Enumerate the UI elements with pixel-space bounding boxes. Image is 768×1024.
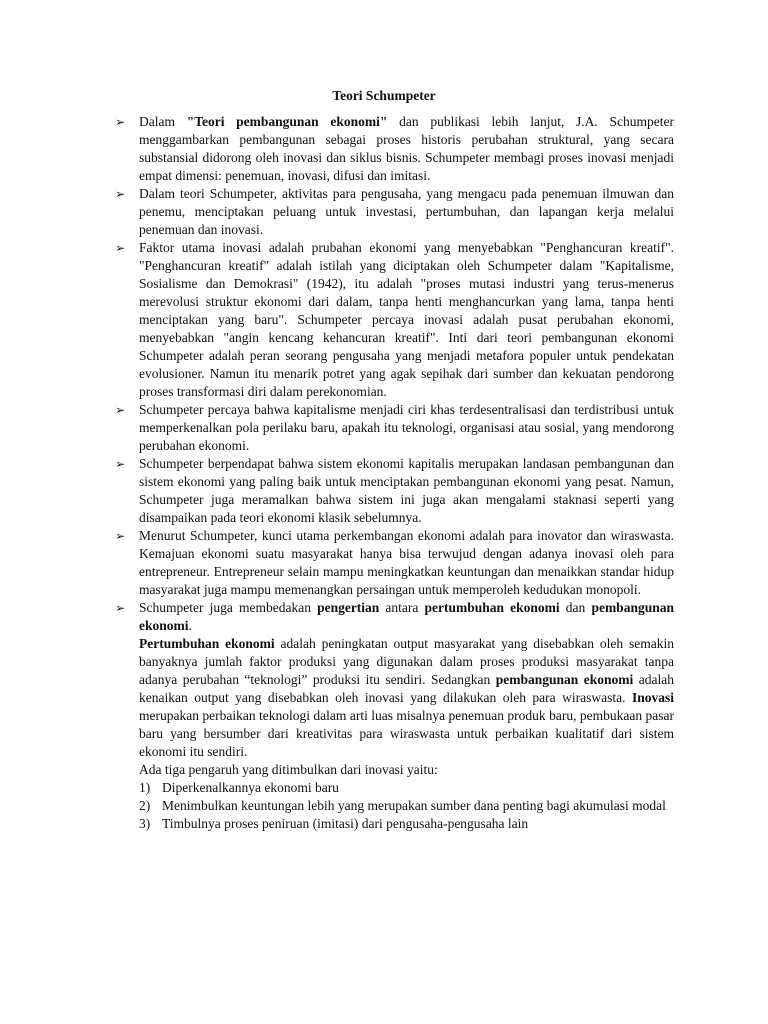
list-number: 1) <box>139 780 151 795</box>
page-title: Teori Schumpeter <box>332 88 436 103</box>
bullet-paragraph <box>115 185 674 239</box>
sub-paragraph <box>139 761 674 779</box>
list-item-text: Menimbulkan keuntungan lebih yang merupakan sumber dana penting bagi akumulasi modal <box>162 798 666 813</box>
arrowhead-bullet-icon: ➢ <box>115 529 126 543</box>
list-item-text: Diperkenalkannya ekonomi baru <box>162 780 339 795</box>
bold-text: pembangunan ekonomi <box>139 600 674 633</box>
text-run: dan <box>559 600 592 615</box>
arrowhead-bullet-icon: ➢ <box>115 601 126 615</box>
text-run: adalah peningkatan output masyarakat yang disebabkan oleh semakin banyaknya jumlah faktor produksi yang digunakan dalam proses produksi masyarakat tanpa adanya perubahan “teknologi” produksi itu sendiri. Sedangkan <box>139 636 674 687</box>
text-run: Schumpeter percaya bahwa kapitalisme menjadi ciri khas terdesentralisasi dan terdistribusi untuk memperkenalkan pola perilaku baru, apakah itu teknologi, organisasi atau sosial, yang mendorong perubahan ekonomi. <box>139 402 674 453</box>
text-run: adalah kenaikan output yang disebabkan oleh inovasi yang dilakukan oleh para wiraswasta. <box>139 672 675 705</box>
sub-paragraph <box>139 635 674 761</box>
numbered-list <box>115 779 674 833</box>
text-run: . <box>188 618 192 633</box>
text-run: merupakan perbaikan teknologi dalam arti luas misalnya penemuan produk baru, pembukaan pasar baru yang bersumber dari kreativitas para wiraswasta untuk perbaikan kualitatif dari sistem ekonomi itu sendiri. <box>139 708 674 759</box>
text-run: Schumpeter juga membedakan <box>139 600 318 615</box>
arrowhead-bullet-icon: ➢ <box>115 187 126 201</box>
numbered-list-item <box>115 815 674 833</box>
bullet-paragraph <box>115 455 674 527</box>
list-number: 3) <box>139 816 151 831</box>
arrowhead-bullet-icon: ➢ <box>115 457 126 471</box>
text-run: Menurut Schumpeter, kunci utama perkembangan ekonomi adalah para inovator dan wiraswasta. Kemajuan ekonomi suatu masyarakat hanya bisa terwujud dengan adanya inovasi oleh para entrepreneur. Entrepreneur selain mampu meningkatkan keuntungan dan menaikkan standar hidup masyarakat juga mampu memenangkan persaingan untuk memperoleh kedudukan monopoli. <box>139 528 674 597</box>
bold-text: Pertumbuhan ekonomi <box>139 636 275 651</box>
numbered-list-item <box>115 779 674 797</box>
bold-text: Inovasi <box>631 690 674 705</box>
bold-text: pengertian <box>317 600 380 615</box>
document-body <box>115 113 674 833</box>
arrowhead-bullet-icon: ➢ <box>115 115 126 129</box>
bullet-paragraph <box>115 401 674 455</box>
text-run: Faktor utama inovasi adalah prubahan ekonomi yang menyebabkan "Penghancuran kreatif". "Penghancuran kreatif" adalah istilah yang diciptakan oleh Schumpeter dalam "Kapitalisme, Sosialisme dan Demokrasi" (1942), itu adalah "proses mutasi industri yang terus-menerus merevolusi struktur ekonomi dari dalam, tanpa henti menghancurkan yang lama, tanpa henti menciptakan yang baru". Schumpeter percaya inovasi adalah pusat perubahan ekonomi, menyebabkan "angin kencang kehancuran kreatif". Inti dari teori pembangunan ekonomi Schumpeter adalah peran seorang pengusaha yang menjadi metafora populer untuk pendekatan evolusioner. Namun itu menarik potret yang agak sepihak dari sumber dan kekuatan pendorong proses transformasi diri dalam perekonomian. <box>139 240 674 399</box>
text-run: Ada tiga pengaruh yang ditimbulkan dari inovasi yaitu: <box>139 762 438 777</box>
list-number: 2) <box>139 798 151 813</box>
arrowhead-bullet-icon: ➢ <box>115 241 126 255</box>
bullet-paragraph <box>115 599 674 635</box>
bold-text: pembangunan ekonomi <box>495 672 634 687</box>
sub-section <box>115 635 674 779</box>
bullet-paragraph <box>115 113 674 185</box>
bullet-paragraph <box>115 239 674 401</box>
bold-text: "Teori pembangunan ekonomi" <box>186 114 388 129</box>
text-run: Schumpeter berpendapat bahwa sistem ekonomi kapitalis merupakan landasan pembangunan dan sistem ekonomi yang paling baik untuk menciptakan pembangunan ekonomi yang pesat. Namun, Schumpeter juga meramalkan bahwa sistem ini juga akan mengalami staknasi seperti yang disampaikan pada teori ekonomi klasik sebelumnya. <box>139 456 674 525</box>
list-item-text: Timbulnya proses peniruan (imitasi) dari pengusaha-pengusaha lain <box>162 816 529 831</box>
numbered-list-item <box>115 797 674 815</box>
bold-text: pertumbuhan ekonomi <box>424 600 560 615</box>
text-run: dan publikasi lebih lanjut, J.A. Schumpeter menggambarkan pembangunan sebagai proses historis perubahan struktural, yang secara substansial didorong oleh inovasi dan siklus bisnis. Schumpeter membagi proses inovasi menjadi empat dimensi: penemuan, inovasi, difusi dan imitasi. <box>139 114 674 183</box>
text-run: Dalam teori Schumpeter, aktivitas para pengusaha, yang mengacu pada penemuan ilmuwan dan penemu, menciptakan peluang untuk investasi, pertumbuhan, dan lapangan kerja melalui penemuan dan inovasi. <box>139 186 674 237</box>
bullet-paragraph <box>115 527 674 599</box>
text-run: antara <box>379 600 425 615</box>
text-run: Dalam <box>139 114 187 129</box>
arrowhead-bullet-icon: ➢ <box>115 403 126 417</box>
